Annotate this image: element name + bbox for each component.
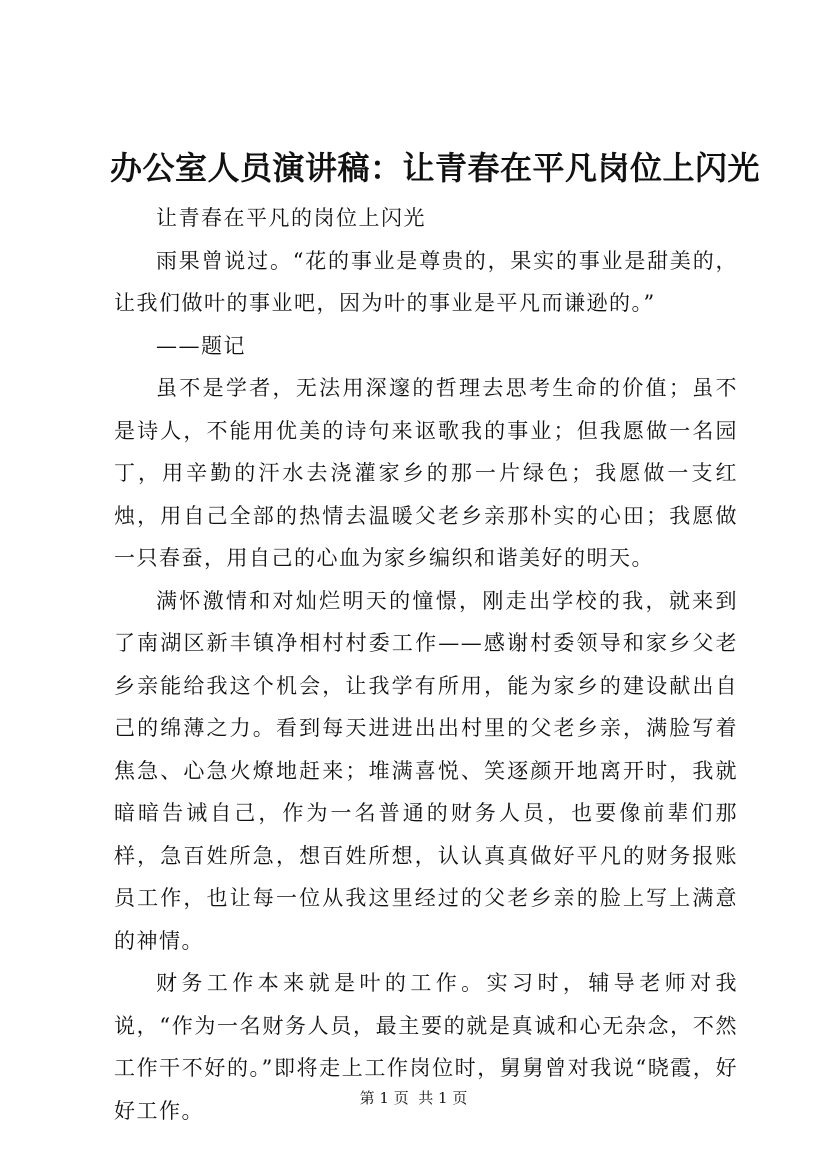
body-paragraph: 财务工作本来就是叶的工作。实习时，辅导老师对我说，“作为一名财务人员，最主要的就是真诚和心无杂念，不然工作干不好的。”即将走上工作岗位时，舅舅曾对我说“晓霞，好好工作。 — [114, 971, 738, 1123]
subtitle-paragraph: 让青春在平凡的岗位上闪光 — [156, 206, 426, 230]
quote-paragraph: 雨果曾说过。“花的事业是尊贵的，果实的事业是甜美的，让我们做叶的事业吧，因为叶的事业是平凡而谦逊的。” — [114, 248, 738, 315]
epigraph-attribution: ——题记 — [156, 333, 246, 358]
document-title: 办公室人员演讲稿：让青春在平凡岗位上闪光 — [110, 149, 761, 187]
page-number: 第 1 页 共 1 页 — [359, 1089, 468, 1107]
page-footer — [0, 1088, 827, 1108]
body-paragraph: 虽不是学者，无法用深邃的哲理去思考生命的价值；虽不是诗人，不能用优美的诗句来讴歌我的事业；但我愿做一名园丁，用辛勤的汗水去浇灌家乡的那一片绿色；我愿做一支红烛，用自己全部的热情去温暖父老乡亲那朴实的心田；我愿做一只春蚕，用自己的心血为家乡编织和谐美好的明天。 — [114, 376, 738, 570]
body-paragraph: 满怀激情和对灿烂明天的憧憬，刚走出学校的我，就来到了南湖区新丰镇净相村村委工作——感谢村委领导和家乡父老乡亲能给我这个机会，让我学有所用，能为家乡的建设献出自己的绵薄之力。看到每天进进出出村里的父老乡亲，满脸写着焦急、心急火燎地赶来；堆满喜悦、笑逐颜开地离开时，我就暗暗告诫自己，作为一名普通的财务人员，也要像前辈们那样，急百姓所急，想百姓所想，认认真真做好平凡的财务报账员工作，也让每一位从我这里经过的父老乡亲的脸上写上满意的神情。 — [114, 588, 738, 953]
document-body — [114, 197, 738, 1132]
